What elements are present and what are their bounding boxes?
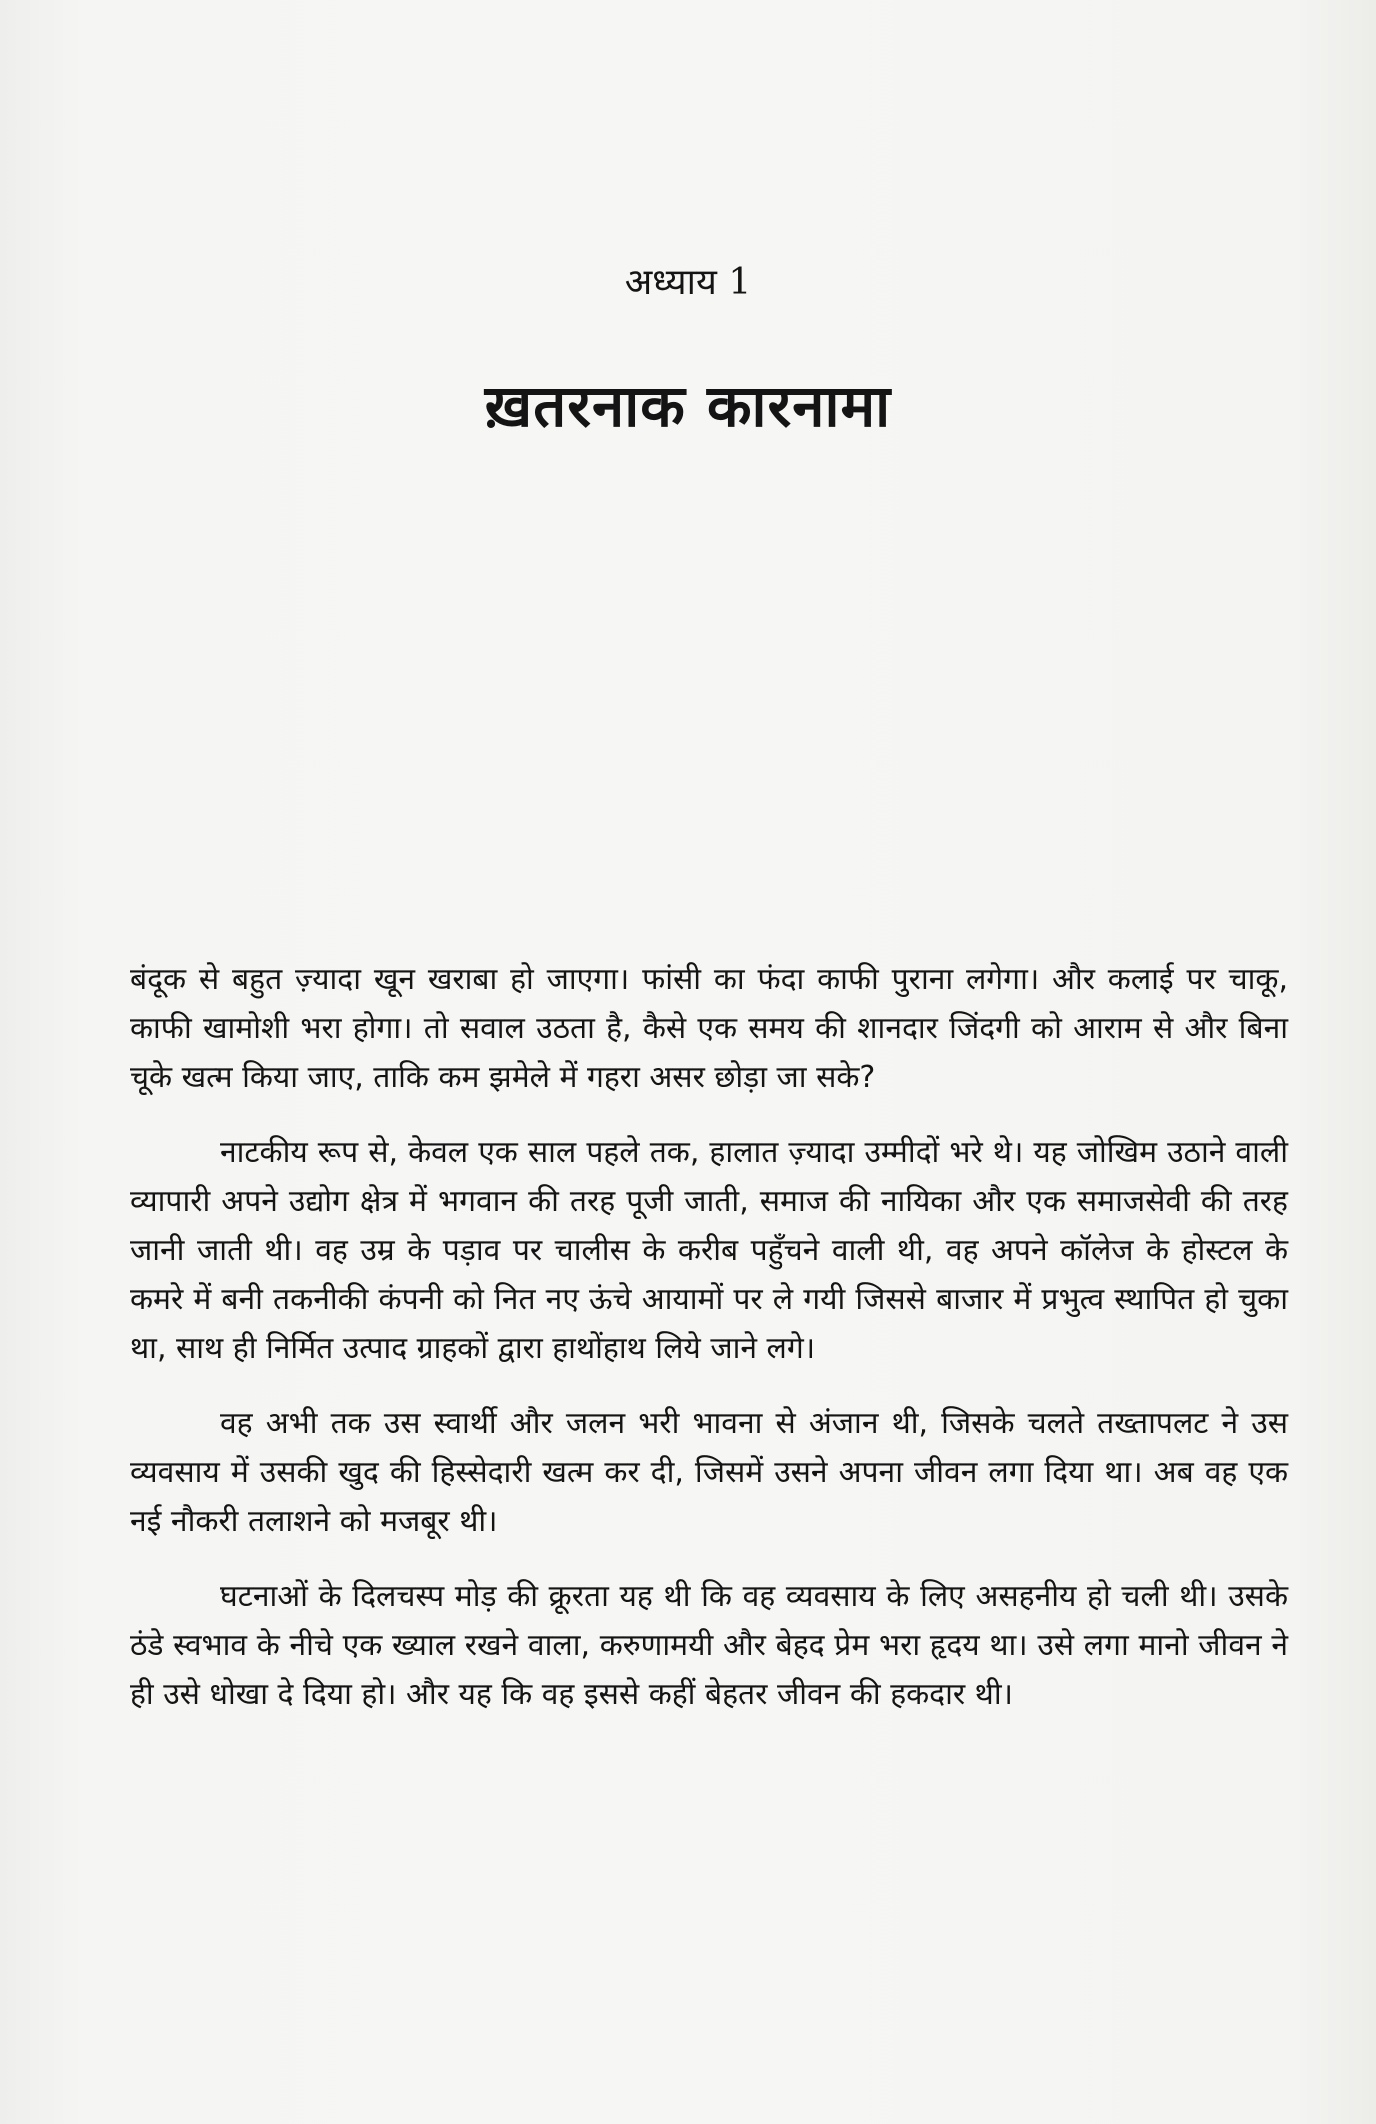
paragraph-4: घटनाओं के दिलचस्प मोड़ की क्रूरता यह थी कि वह व्यवसाय के लिए असहनीय हो चली थी। उसके ठंडे स्वभाव के नीचे एक ख्याल रखने वाला, करुणामयी और बेहद प्रेम भरा हृदय था। उसे लगा मानो जीवन ने ही उसे धोखा दे दिया हो। और यह कि वह इससे कहीं बेहतर जीवन की हकदार थी।	[130, 1579, 1288, 1712]
paragraph-1: बंदूक से बहुत ज़्यादा खून खराबा हो जाएगा। फांसी का फंदा काफी पुराना लगेगा। और कलाई पर चाकू, काफी खामोशी भरा होगा। तो सवाल उठता है, कैसे एक समय की शानदार जिंदगी को आराम से और बिना चूके खत्म किया जाए, ताकि कम झमेले में गहरा असर छोड़ा जा सके?	[130, 962, 1288, 1095]
chapter-number: अध्याय 1	[624, 262, 752, 303]
paragraph-3: वह अभी तक उस स्वार्थी और जलन भरी भावना से अंजान थी, जिसके चलते तख्तापलट ने उस व्यवसाय में उसकी खुद की हिस्सेदारी खत्म कर दी, जिसमें उसने अपना जीवन लगा दिया था। अब वह एक नई नौकरी तलाशने को मजबूर थी।	[130, 1406, 1288, 1539]
chapter-title: ख़तरनाक कारनामा	[484, 372, 892, 440]
paragraph-2: नाटकीय रूप से, केवल एक साल पहले तक, हालात ज़्यादा उम्मीदों भरे थे। यह जोखिम उठाने वाली व्यापारी अपने उद्योग क्षेत्र में भगवान की तरह पूजी जाती, समाज की नायिका और एक समाजसेवी की तरह जानी जाती थी। वह उम्र के पड़ाव पर चालीस के करीब पहुँचने वाली थी, वह अपने कॉलेज के होस्टल के कमरे में बनी तकनीकी कंपनी को नित नए ऊंचे आयामों पर ले गयी जिससे बाजार में प्रभुत्व स्थापित हो चुका था, साथ ही निर्मित उत्पाद ग्राहकों द्वारा हाथोंहाथ लिये जाने लगे।	[130, 1135, 1288, 1366]
chapter-body	[130, 955, 1288, 1745]
